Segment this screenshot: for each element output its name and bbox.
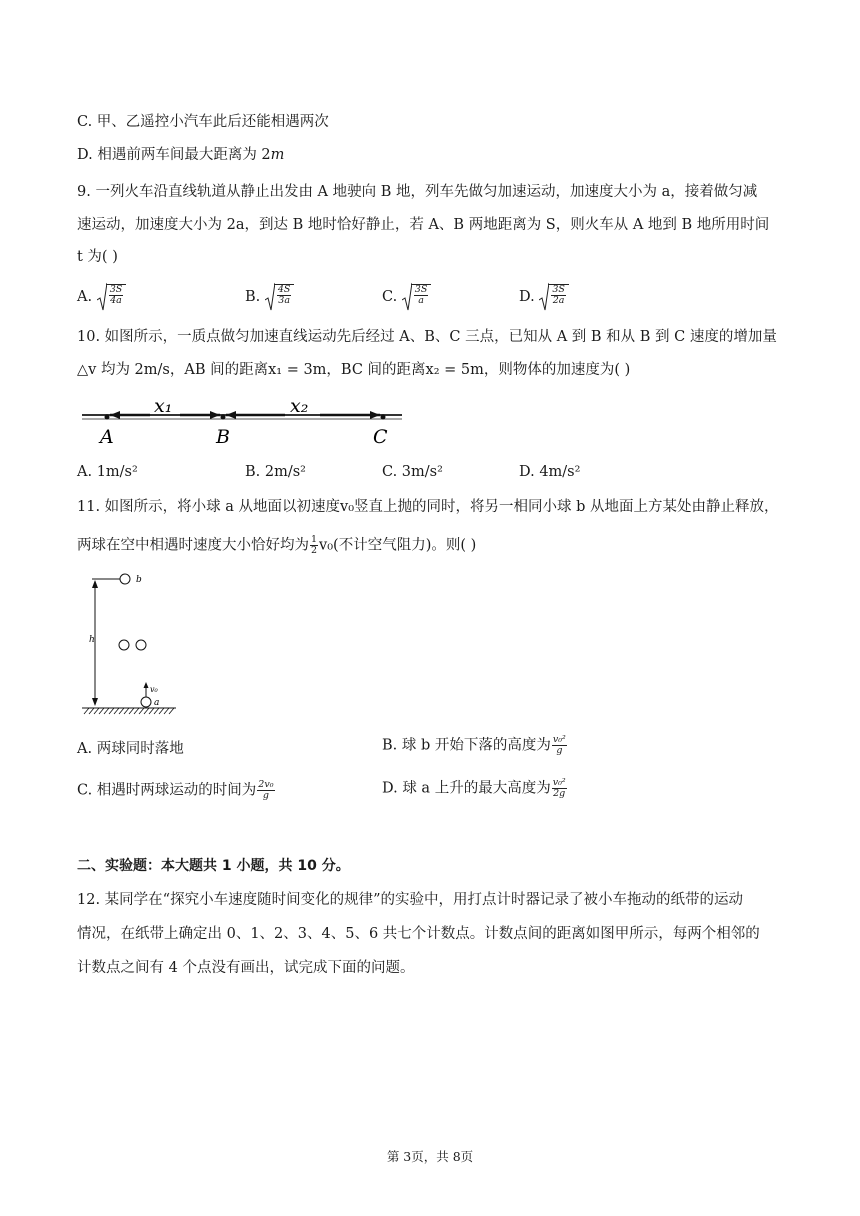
q9-option-b: B. $\frac{4S}{3a}$: [245, 282, 294, 312]
q8-option-d: D. 相遇前两车间最大距离为 2m: [77, 147, 285, 163]
q11-option-a: A. 两球同时落地: [77, 741, 184, 757]
q11-stem-line1: 11. 如图所示，将小球 a 从地面以初速度v₀竖直上抛的同时，将另一相同小球 b 从地面上方某处由静止释放，: [77, 499, 779, 515]
q11-stem-line2: 两球在空中相遇时速度大小恰好均为 $\frac{1}{2}$ v₀(不计空气阻力)。则( ): [77, 534, 477, 556]
q11-option-b: B. 球 b 开始下落的高度为 $\frac{\text{v₀²}}{g}$: [382, 734, 566, 756]
section-heading: 二、实验题：本大题共 1 小题，共 10 分。: [77, 858, 350, 874]
q10-motion-figure: [80, 390, 405, 448]
sqrt-symbol: $\frac{3S}{4a}$: [97, 282, 127, 312]
sqrt-symbol: $\frac{4S}{3a}$: [265, 282, 295, 312]
point-b-marker: [221, 415, 226, 420]
label-b: b: [136, 575, 142, 585]
q10-option-a: A. 1m/s²: [77, 464, 138, 480]
label-v0: v₀: [150, 685, 158, 694]
label-a: A: [100, 426, 114, 448]
meeting-ball-1: [119, 640, 129, 650]
q10-option-c: C. 3m/s²: [382, 464, 443, 480]
q9-stem-line1: 9. 一列火车沿直线轨道从静止出发由 A 地驶向 B 地，列车先做匀加速运动，加速度大小为 a，接着做匀减: [77, 184, 758, 200]
point-a-marker: [105, 415, 110, 420]
label-h: h: [89, 635, 95, 645]
q9-stem-line2: 速运动，加速度大小为 2a，到达 B 地时恰好静止，若 A、B 两地距离为 S，则火车从 A 地到 B 地所用时间: [77, 217, 770, 233]
q11-projectile-figure: [80, 568, 180, 718]
sqrt-symbol: $\frac{3S}{a}$: [402, 282, 432, 312]
q9-option-a: A. $\frac{3S}{4a}$: [77, 282, 126, 312]
q11-option-d: D. 球 a 上升的最大高度为 $\frac{\text{v₀²}}{2g}$: [382, 777, 566, 799]
point-c-marker: [381, 415, 386, 420]
meeting-ball-2: [136, 640, 146, 650]
q9-stem-line3: t 为( ): [77, 249, 118, 265]
x1-label: x₁: [154, 395, 173, 417]
ball-a: [141, 697, 151, 707]
ball-b: [120, 574, 130, 584]
q8-option-c: C. 甲、乙遥控小汽车此后还能相遇两次: [77, 114, 329, 130]
q10-option-b: B. 2m/s²: [245, 464, 306, 480]
label-c: C: [373, 426, 388, 448]
x2-label: x₂: [290, 395, 309, 417]
sqrt-symbol: $\frac{3S}{2a}$: [539, 282, 569, 312]
ground-hatch: [84, 708, 174, 714]
label-b: B: [216, 426, 230, 448]
q9-option-c: C. $\frac{3S}{a}$: [382, 282, 431, 312]
q10-stem-line1: 10. 如图所示，一质点做匀加速直线运动先后经过 A、B、C 三点，已知从 A 到 B 和从 B 到 C 速度的增加量: [77, 329, 777, 345]
q12-stem-line3: 计数点之间有 4 个点没有画出，试完成下面的问题。: [77, 960, 415, 976]
q11-option-c: C. 相遇时两球运动的时间为 $\frac{\text{2v₀}}{g}$: [77, 779, 274, 801]
q12-stem-line1: 12. 某同学在“探究小车速度随时间变化的规律”的实验中，用打点计时器记录了被小车拖动的纸带的运动: [77, 892, 743, 908]
q10-stem-line2: △v 均为 2m/s，AB 间的距离x₁ = 3m，BC 间的距离x₂ = 5m，则物体的加速度为( ): [77, 362, 631, 378]
label-a: a: [154, 698, 160, 708]
page-footer: 第 3页，共 8页: [386, 1149, 474, 1164]
q9-option-d: D. $\frac{3S}{2a}$: [519, 282, 569, 312]
q12-stem-line2: 情况，在纸带上确定出 0、1、2、3、4、5、6 共七个计数点。计数点间的距离如图甲所示，每两个相邻的: [77, 926, 760, 942]
q10-option-d: D. 4m/s²: [519, 464, 581, 480]
